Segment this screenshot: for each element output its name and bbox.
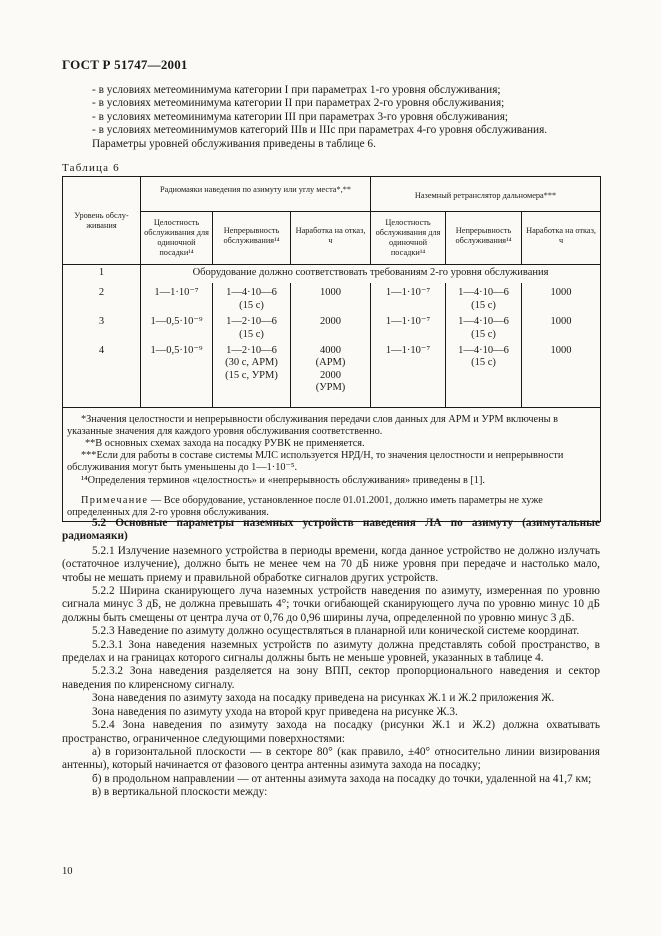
col-head-integrity-dme: Целостность обслуживания для одиночной посадки¹⁴ (371, 212, 446, 265)
cell-line: 1—2·10—6 (226, 345, 277, 357)
cell-integrity-dme: 1—1·10⁻⁷ (371, 341, 446, 407)
col-head-mtbf: Наработка на отказ, ч (291, 212, 371, 265)
remark-label: Примечание (81, 494, 149, 506)
table-6 (62, 176, 600, 522)
col-head-group-dme: Наземный ретранслятор дальномера*** (371, 177, 601, 212)
page-header: ГОСТ Р 51747—2001 (62, 57, 188, 72)
cell-line: (УРМ) (315, 382, 346, 394)
paragraph: 5.2.3.2 Зона наведения разделяется на зону ВПП, сектор пропорционального наведения и сектор наведения по клиренсному сигналу. (62, 665, 600, 691)
table-note: ***Если для работы в составе системы МЛС используется НРД/Н, то значения целостности и непрерывности обслуживания могут быть уменьшены до 1—1·10⁻⁵. (67, 450, 564, 474)
cell-integrity: 1—1·10⁻⁷ (141, 283, 213, 312)
cell-continuity-dme (446, 283, 522, 312)
cell-level: 2 (63, 283, 141, 312)
intro-text (92, 84, 612, 151)
cell-integrity: 1—0,5·10⁻⁹ (141, 312, 213, 341)
table-row (63, 265, 601, 284)
intro-line: - в условиях метеоминимумов категорий IIIв и IIIс при параметрах 4-го уровня обслуживания. (92, 124, 548, 137)
cell-mtbf: 1000 (291, 283, 371, 312)
cell-line: (15 с, УРМ) (225, 369, 278, 381)
cell-line: (15 с) (239, 328, 264, 340)
cell-line: (15 с) (239, 299, 264, 311)
paragraph: 5.2.4 Зона наведения по азимуту захода на посадку (рисунки Ж.1 и Ж.2) должна охватывать пространство, ограниченное следующими поверхностями: (62, 719, 600, 745)
paragraph: 5.2.3 Наведение по азимуту должно осуществляться в планарной или конической системе координат. (92, 625, 580, 638)
cell-line: (15 с) (471, 357, 496, 369)
table-note: *Значения целостности и непрерывности обслуживания передачи слов данных для АРМ и УРМ включены в указанные значения для каждого уровня обслуживания соответственно. (67, 413, 558, 437)
cell-line: (15 с) (471, 299, 496, 311)
paragraph: Зона наведения по азимуту захода на посадку приведена на рисунках Ж.1 и Ж.2 приложения Ж. (92, 692, 555, 705)
cell-continuity-dme (446, 312, 522, 341)
paragraph: а) в горизонтальной плоскости — в секторе 80° (как правило, ±40° относительно линии визирования антенны), который начинается от фазового центра антенны азимута захода на посадку; (62, 745, 600, 772)
cell-line: 1—4·10—6 (458, 316, 509, 328)
paragraph: 5.2.3.1 Зона наведения наземных устройств по азимуту должна представлять собой пространство, в пределах и на границах которого сигналы должны быть не меньше уровней, указанных в таблице 4. (62, 638, 600, 665)
cell-line: 1—4·10—6 (458, 345, 509, 357)
paragraph: 5.2.2 Ширина сканирующего луча наземных устройств наведения по азимуту, измеренная по уровню сигнала минус 3 дБ, не должна превышать 4°; точки огибающей сканирующего луча по уровню минус 10 дБ должны быть смещены от центра луча от 0,76 до 0,96 ширины луча, определенной по уровню минус 3 дБ. (62, 585, 600, 624)
cell-line: (30 с, АРМ) (225, 357, 278, 369)
cell-mtbf-dme: 1000 (522, 341, 601, 407)
cell-level: 1 (63, 265, 141, 284)
table-head-row-1 (63, 177, 601, 212)
cell-integrity-dme: 1—1·10⁻⁷ (371, 312, 446, 341)
table-caption: Таблица 6 (62, 162, 120, 174)
cell-mtbf-dme: 1000 (522, 283, 601, 312)
table-notes-row (63, 407, 601, 522)
cell-level: 3 (63, 312, 141, 341)
col-head-continuity: Непрерывность обслуживания¹⁴ (213, 212, 291, 265)
cell-continuity (213, 283, 291, 312)
col-head-continuity-dme: Непрерывность обслуживания¹⁴ (446, 212, 522, 265)
cell-integrity: 1—0,5·10⁻⁹ (141, 341, 213, 407)
cell-line: 2000 (320, 369, 342, 381)
section-5-2 (62, 517, 600, 800)
section-heading: 5.2 Основные параметры наземных устройств наведения ЛА по азимуту (азимутальные радиомаяки) (62, 517, 600, 543)
cell-line: 1—4·10—6 (458, 287, 509, 299)
table-note: ¹⁴Определения терминов «целостность» и «непрерывность обслуживания» приведены в [1]. (81, 474, 485, 486)
col-head-level: Уровень обслу-живания (63, 177, 141, 265)
table-remark (67, 495, 596, 519)
intro-line: - в условиях метеоминимума категории I при параметрах 1-го уровня обслуживания; (92, 84, 501, 96)
table-note: **В основных схемах захода на посадку РУВК не применяется. (85, 438, 365, 450)
table-row (63, 312, 601, 341)
cell-line: 1—2·10—6 (226, 316, 277, 328)
cell-line: (АРМ) (315, 357, 346, 369)
cell-line: (15 с) (471, 328, 496, 340)
cell-continuity (213, 312, 291, 341)
table-notes (63, 407, 601, 522)
cell-mtbf (291, 341, 371, 407)
intro-line: - в условиях метеоминимума категории III при параметрах 3-го уровня обслуживания; (92, 110, 509, 123)
paragraph: Зона наведения по азимуту ухода на второй круг приведена на рисунке Ж.3. (92, 705, 458, 718)
table-row (63, 341, 601, 407)
col-head-mtbf-dme: Наработка на отказ, ч (522, 212, 601, 265)
remark-text: — Все оборудование, установленное после 01.01.2001, должно иметь параметры не хуже определенных для 2-го уровня обслуживания. (67, 494, 543, 519)
intro-line: - в условиях метеоминимума категории II при параметрах 2-го уровня обслуживания; (92, 97, 505, 110)
page-number: 10 (62, 866, 73, 877)
cell-span-text: Оборудование должно соответствовать требованиям 2-го уровня обслуживания (141, 265, 601, 284)
intro-line: Параметры уровней обслуживания приведены в таблице 6. (92, 137, 376, 150)
col-head-integrity: Целостность обслуживания для одиночной посадки¹⁴ (141, 212, 213, 265)
cell-integrity-dme: 1—1·10⁻⁷ (371, 283, 446, 312)
cell-line: 4000 (320, 345, 342, 357)
table-head-row-2 (63, 212, 601, 265)
table-row (63, 283, 601, 312)
paragraph: 5.2.1 Излучение наземного устройства в периоды времени, когда данное устройство не должно излучать (остаточное излучение), должно быть не менее чем на 70 дБ ниже уровня при передаче и настолько мало, чтобы не мешать приему и правильной обработке сигналов других устройств. (62, 544, 600, 584)
cell-line: 1—4·10—6 (226, 287, 277, 299)
cell-mtbf: 2000 (291, 312, 371, 341)
cell-continuity (213, 341, 291, 407)
cell-continuity-dme (446, 341, 522, 407)
paragraph: в) в вертикальной плоскости между: (92, 786, 268, 799)
col-head-group-beacons: Радиомаяки наведения по азимуту или углу места*,** (141, 177, 371, 212)
cell-mtbf-dme: 1000 (522, 312, 601, 341)
paragraph: б) в продольном направлении — от антенны азимута захода на посадку до точки, удаленной на 41,7 км; (92, 772, 592, 785)
cell-level: 4 (63, 341, 141, 407)
